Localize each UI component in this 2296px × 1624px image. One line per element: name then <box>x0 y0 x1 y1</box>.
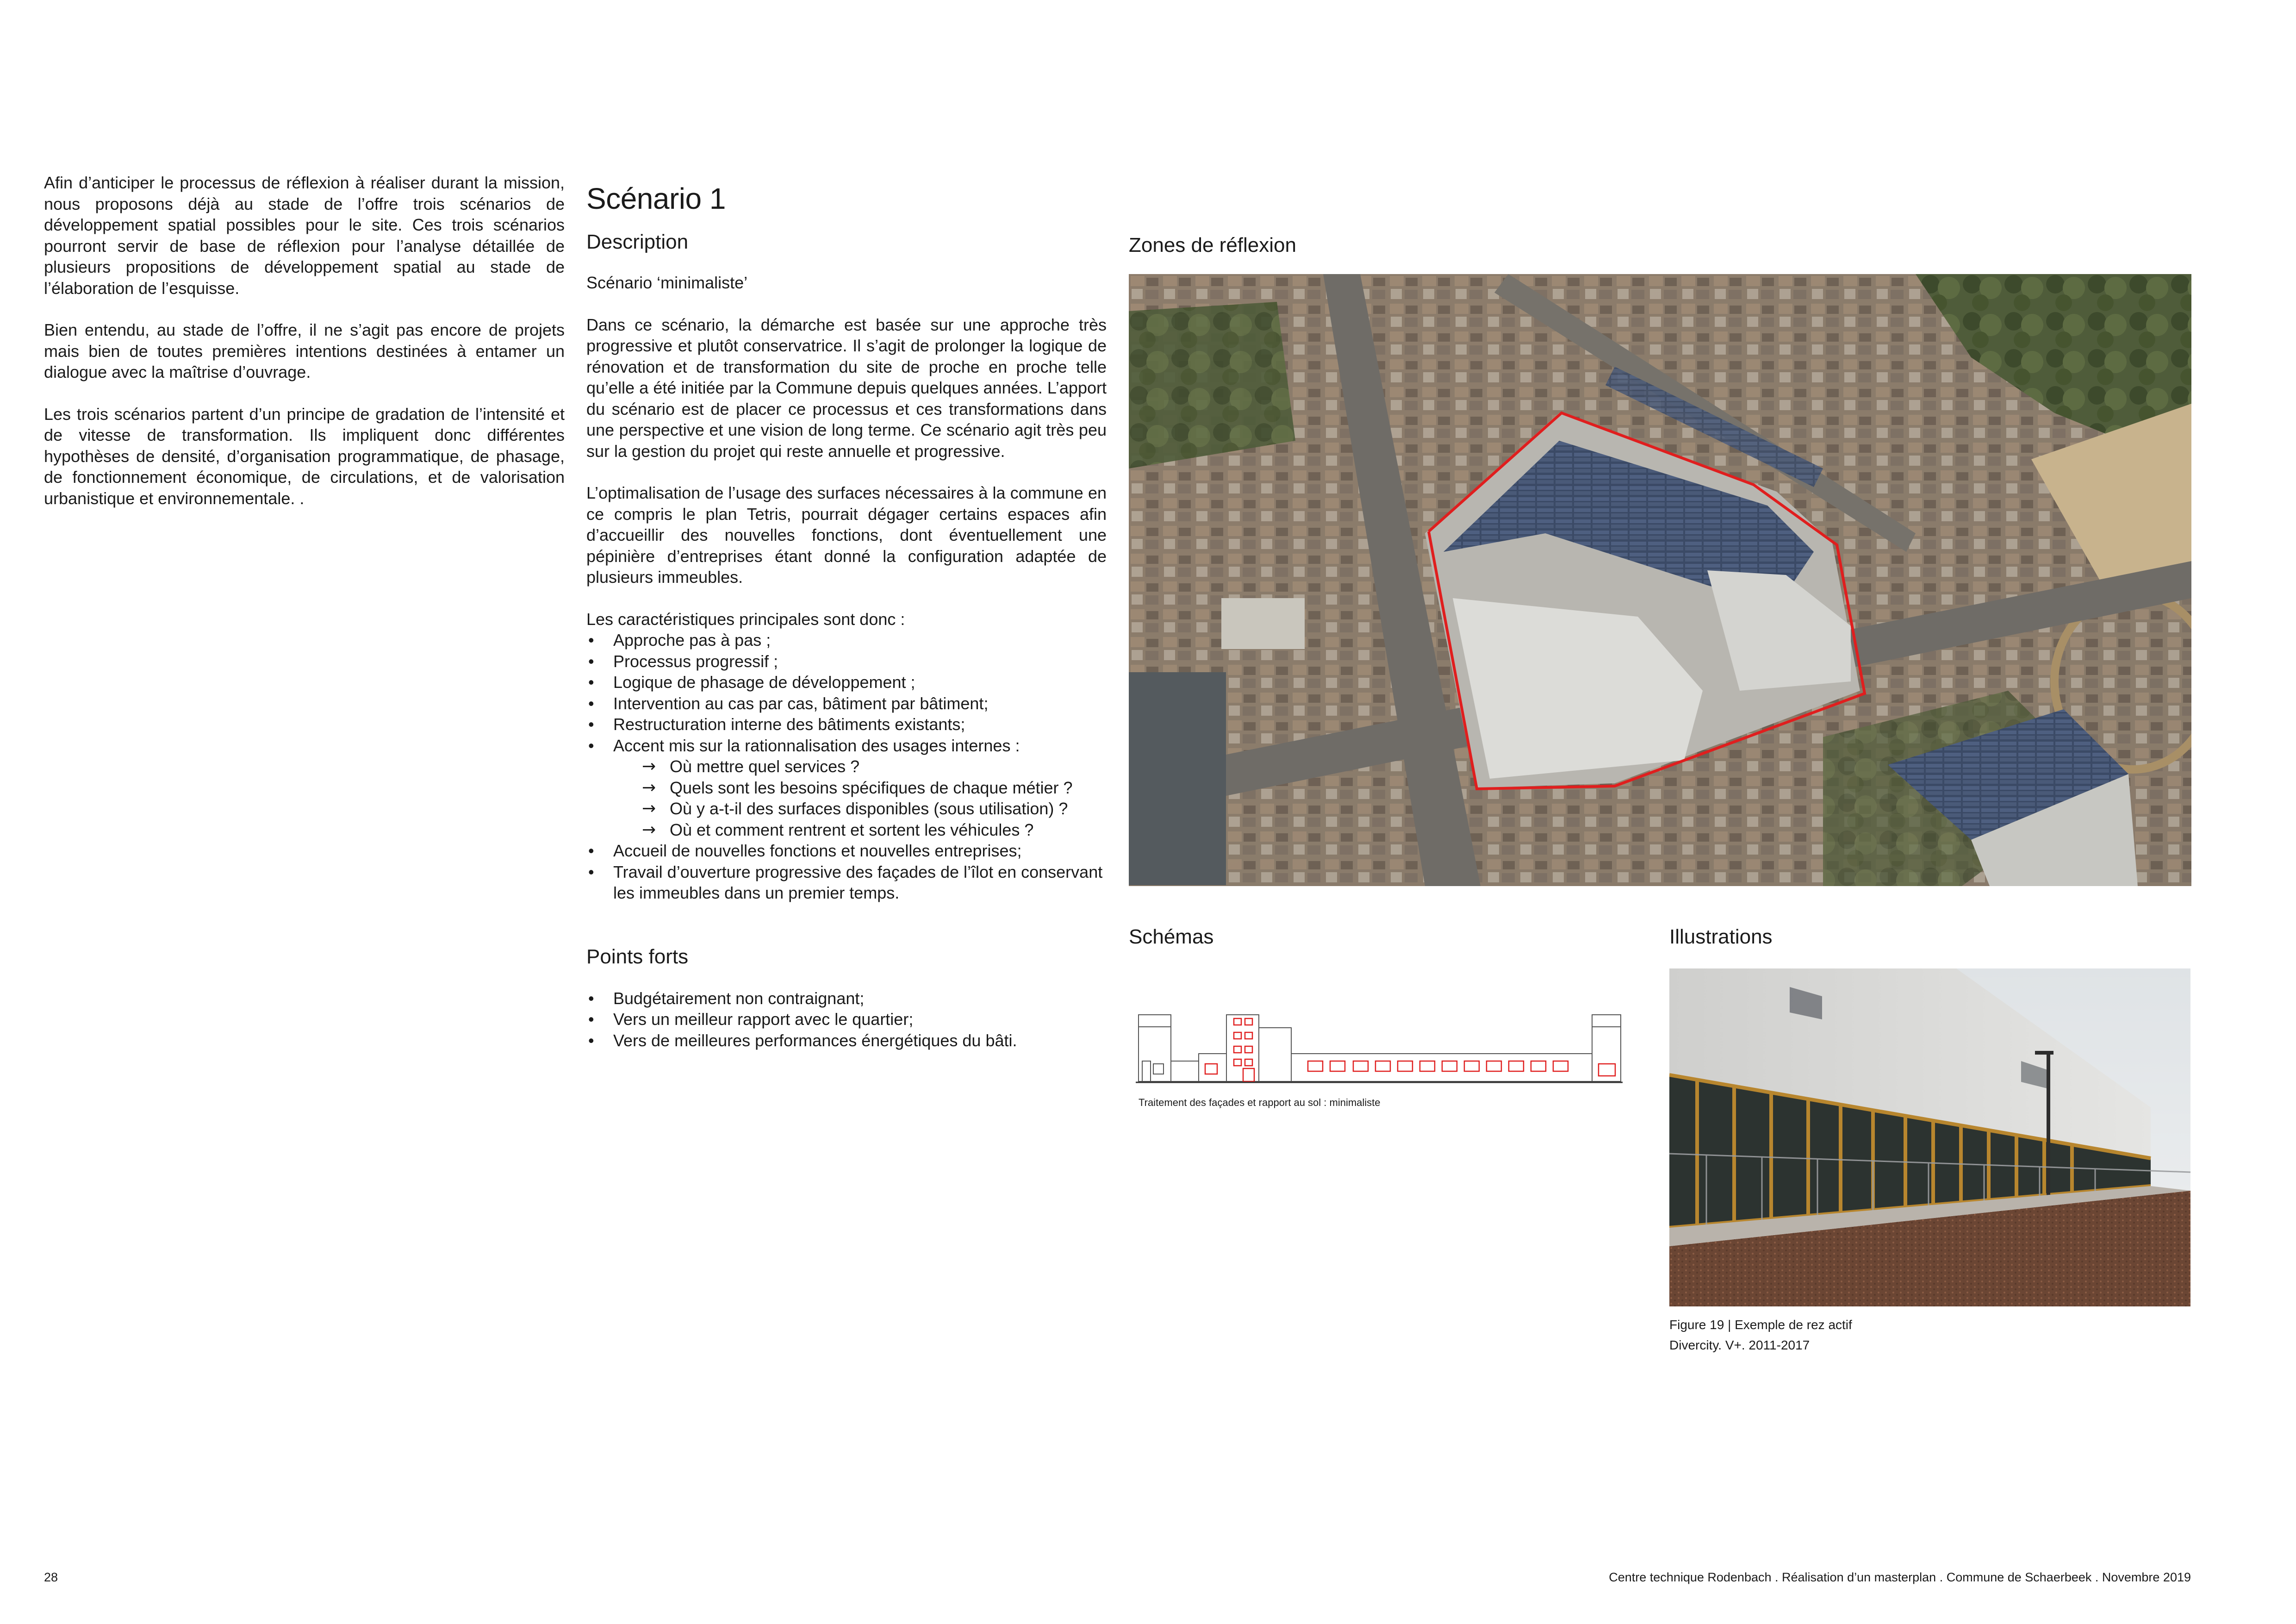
list-item: • Intervention au cas par cas, bâtiment par bâtiment; <box>586 693 1107 714</box>
zones-heading: Zones de réflexion <box>1129 234 1296 256</box>
list-item: • Logique de phasage de développement ; <box>586 672 1107 693</box>
description-heading: Description <box>586 231 689 253</box>
list-item: • Budgétairement non contraignant; <box>586 988 1107 1009</box>
illustration-caption-line-2: Divercity. V+. 2011-2017 <box>1669 1338 1810 1352</box>
list-item: • Travail d’ouverture progressive des façades de l’îlot en conservant les immeubles dans un premier temps. <box>586 862 1107 904</box>
strengths-heading: Points forts <box>586 945 689 968</box>
list-item: • Vers de meilleures performances énergétiques du bâti. <box>586 1030 1107 1051</box>
characteristics-list <box>586 630 1107 756</box>
list-item: → Où y a-t-il des surfaces disponibles (sous utilisation) ? <box>642 798 1107 819</box>
list-item: → Où mettre quel services ? <box>642 756 1107 777</box>
intro-paragraph-3: Les trois scénarios partent d’un principe de gradation de l’intensité et de vitesse de transformation. Ils impliquent donc différentes hypothèses de densité, d’organisation programmatique, de phasage, de fonctionnement économique, de circulations, et de valorisation urbanistique et environnementale. . <box>44 404 565 508</box>
characteristics-list-continued <box>586 840 1107 904</box>
intro-paragraph-1: Afin d’anticiper le processus de réflexion à réaliser durant la mission, nous proposons déjà au stade de l’offre trois scénarios de développement spatial possibles pour le site. Ces trois scénarios pourront servir de base de réflexion pour l’analyse détaillée de plusieurs propositions de développement spatial au stade de l’élaboration de l’esquisse. <box>44 173 565 298</box>
list-item: • Accueil de nouvelles fonctions et nouvelles entreprises; <box>586 840 1107 862</box>
list-item: • Vers un meilleur rapport avec le quartier; <box>586 1009 1107 1030</box>
scenario-paragraph-2: L’optimalisation de l’usage des surfaces nécessaires à la commune en ce compris le plan Tetris, pourrait dégager certains espaces afin d’accueillir des nouvelles fonctions, dont éventuellement une pépinière d’entreprises étant donné la configuration adaptée de plusieurs immeubles. <box>586 483 1107 587</box>
questions-list <box>586 756 1107 840</box>
schema-caption: Traitement des façades et rapport au sol : minimaliste <box>1139 1097 1381 1108</box>
schemas-heading: Schémas <box>1129 925 1214 948</box>
list-item: • Approche pas à pas ; <box>586 630 1107 651</box>
facade-schema-drawing <box>1136 1009 1623 1088</box>
illustration-photo-drawing <box>1669 968 2190 1306</box>
characteristics-intro: Les caractéristiques principales sont donc : <box>586 609 905 629</box>
document-title: Centre technique Rodenbach . Réalisation d’un masterplan . Commune de Schaerbeek . Novembre 2019 <box>1609 1570 2191 1584</box>
scenario-column <box>586 181 1107 1051</box>
page-number: 28 <box>44 1570 58 1584</box>
strengths-list <box>586 988 1107 1051</box>
list-item: • Restructuration interne des bâtiments existants; <box>586 714 1107 735</box>
intro-paragraph-2: Bien entendu, au stade de l’offre, il ne s’agit pas encore de projets mais bien de toutes premières intentions destinées à entamer un dialogue avec la maîtrise d’ouvrage. <box>44 320 565 381</box>
intro-column <box>44 172 565 509</box>
facade-schema <box>1136 1009 1623 1088</box>
scenario-title: Scénario 1 <box>586 182 726 215</box>
list-item: → Où et comment rentrent et sortent les véhicules ? <box>642 819 1107 841</box>
list-item: → Quels sont les besoins spécifiques de chaque métier ? <box>642 777 1107 799</box>
aerial-photo-illustration <box>1129 274 2191 886</box>
list-item: • Processus progressif ; <box>586 651 1107 672</box>
illustration-caption-line-1: Figure 19 | Exemple de rez actif <box>1669 1318 1852 1332</box>
scenario-subtitle: Scénario ‘minimaliste’ <box>586 273 748 292</box>
list-item: • Accent mis sur la rationnalisation des usages internes : <box>586 735 1107 756</box>
scenario-paragraph-1: Dans ce scénario, la démarche est basée sur une approche très progressive et plutôt conservatrice. Il s’agit de prolonger la logique de rénovation et de transformation du site de proche en proche telle qu’elle a été initiée par la Commune depuis quelques années. L’apport du scénario est de placer ce processus et ces transformations dans une perspective et une vision de long terme. Ce scénario agit très peu sur la gestion du projet qui reste annuelle et progressive. <box>586 315 1107 461</box>
illustrations-heading: Illustrations <box>1669 925 1773 948</box>
aerial-photo <box>1129 274 2191 886</box>
illustration-photo <box>1669 968 2190 1306</box>
